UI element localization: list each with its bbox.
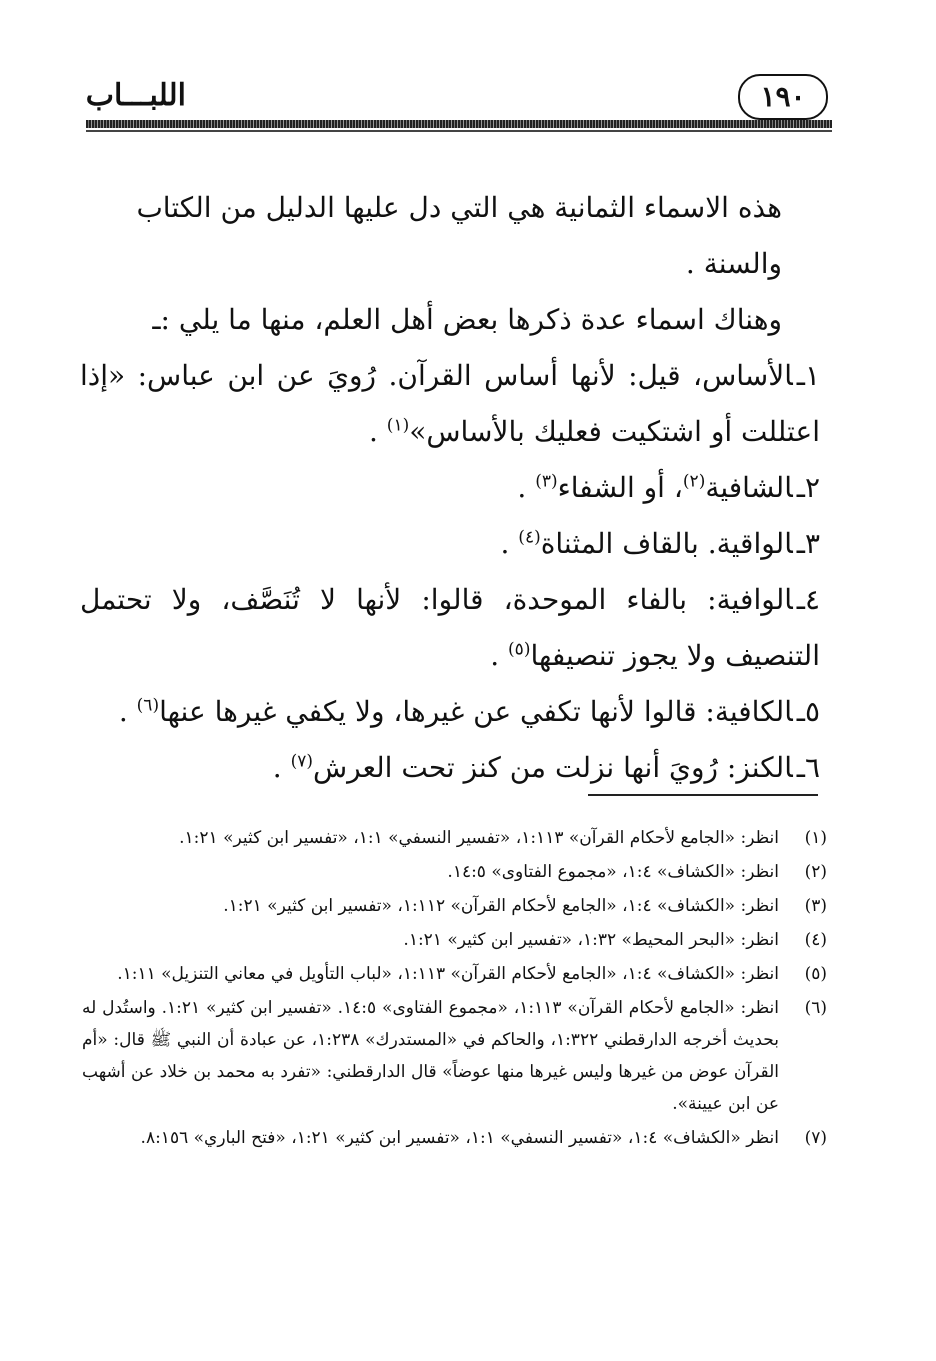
list-item xyxy=(80,572,820,684)
footnote-marker[interactable]: (٣) xyxy=(535,471,558,492)
footnote-text: انظر: «الجامع لأحكام القرآن» ١:١١٣، «تفسير النسفي» ١:١، «تفسير ابن كثير» ١:٢١. xyxy=(179,828,779,848)
footnote-separator xyxy=(588,794,818,796)
item-tail: . xyxy=(272,751,291,784)
item-text: الأساس، قيل: لأنها أساس القرآن. رُويَ عن ابن عباس: «إذا اعتللت أو اشتكيت فعليك بالأساس» xyxy=(80,359,820,448)
item-text: الشافية xyxy=(705,471,793,504)
item-number: ١ـ xyxy=(796,359,820,392)
item-tail: . xyxy=(368,415,387,448)
item-text: الكافية: قالوا لأنها تكفي عن غيرها، ولا يكفي غيرها عنها xyxy=(159,695,793,728)
footnotes xyxy=(82,822,827,1156)
footnote xyxy=(82,822,827,854)
list-item xyxy=(80,740,820,796)
footnote-marker[interactable]: (٢) xyxy=(682,471,706,492)
main-text xyxy=(80,180,820,796)
footnote-number: (٧) xyxy=(804,1128,827,1148)
item-number: ٦ـ xyxy=(796,751,820,784)
footnote xyxy=(82,890,827,922)
paragraph: وهناك اسماء عدة ذكرها بعض أهل العلم، منها ما يلي :ـ xyxy=(152,303,782,336)
footnote-marker[interactable]: (٥) xyxy=(508,639,531,660)
list-item xyxy=(80,516,820,572)
footnote-text: انظر «الكشاف» ١:٤، «تفسير النسفي» ١:١، «تفسير ابن كثير» ١:٢١، «فتح الباري» ٨:١٥٦. xyxy=(140,1128,779,1148)
footnote-marker[interactable]: (١) xyxy=(386,415,410,436)
footnote-text: انظر: «الكشاف» ١:٤، «مجموع الفتاوى» ١٤:٥. xyxy=(447,862,779,882)
footnote-text: انظر: «الجامع لأحكام القرآن» ١:١١٣، «مجموع الفتاوى» ١٤:٥. «تفسير ابن كثير» ١:٢١. واستُدل له بحديث أخرجه الدارقطني ١:٣٢٢، والحاكم في «المستدرك» ١:٢٣٨، عن عبادة أن النبي ﷺ قال: «أم القرآن عوض من غيرها وليس غيرها منها عوضاً» قال الدارقطني: «تفرد به محمد بن خلاد عن أشهب عن ابن عيينة». xyxy=(82,998,779,1114)
footnote-number: (٤) xyxy=(804,930,827,950)
item-tail: . xyxy=(500,527,519,560)
footnote-number: (١) xyxy=(804,828,827,848)
footnote-number: (٣) xyxy=(804,896,827,916)
footnote-text: انظر: «الكشاف» ١:٤، «الجامع لأحكام القرآن» ١:١١٣، «لباب التأويل في معاني التنزيل» ١:١١. xyxy=(117,964,779,984)
header-rule xyxy=(86,120,832,128)
footnote-text: انظر: «البحر المحيط» ١:٣٢، «تفسير ابن كثير» ١:٢١. xyxy=(403,930,779,950)
item-number: ٤ـ xyxy=(796,583,820,616)
list-item xyxy=(80,460,820,516)
footnote-marker[interactable]: (٤) xyxy=(518,527,541,548)
paragraph: هذه الاسماء الثمانية هي التي دل عليها الدليل من الكتاب والسنة . xyxy=(136,191,782,280)
list-item xyxy=(80,684,820,740)
list-item xyxy=(80,348,820,460)
footnote xyxy=(82,924,827,956)
footnote xyxy=(82,958,827,990)
footnote-number: (٦) xyxy=(804,998,827,1018)
item-number: ٢ـ xyxy=(796,471,820,504)
header-rule-thin xyxy=(86,130,832,132)
item-tail: . xyxy=(118,695,137,728)
item-text: الكنز: رُويَ أنها نزلت من كنز تحت العرش xyxy=(313,751,793,784)
page-number: ١٩٠ xyxy=(738,74,828,120)
footnote xyxy=(82,856,827,888)
footnote-marker[interactable]: (٧) xyxy=(290,751,313,772)
item-tail: . xyxy=(490,639,509,672)
item-text: الواقية. بالقاف المثناة xyxy=(540,527,793,560)
footnote xyxy=(82,992,827,1120)
footnote xyxy=(82,1122,827,1154)
footnote-marker[interactable]: (٦) xyxy=(136,695,160,716)
item-text: الوافية: بالفاء الموحدة، قالوا: لأنها لا تُنَصَّف، ولا تحتمل التنصيف ولا يجوز تنصيفها xyxy=(80,583,820,672)
footnote-number: (٥) xyxy=(804,964,827,984)
footnote-text: انظر: «الكشاف» ١:٤، «الجامع لأحكام القرآن» ١:١١٢، «تفسير ابن كثير» ١:٢١. xyxy=(223,896,779,916)
item-text: ، أو الشفاء xyxy=(557,471,683,504)
item-tail: . xyxy=(517,471,536,504)
running-title: اللبـــاب xyxy=(85,78,186,113)
item-number: ٣ـ xyxy=(796,527,820,560)
item-number: ٥ـ xyxy=(796,695,820,728)
footnote-number: (٢) xyxy=(804,862,827,882)
